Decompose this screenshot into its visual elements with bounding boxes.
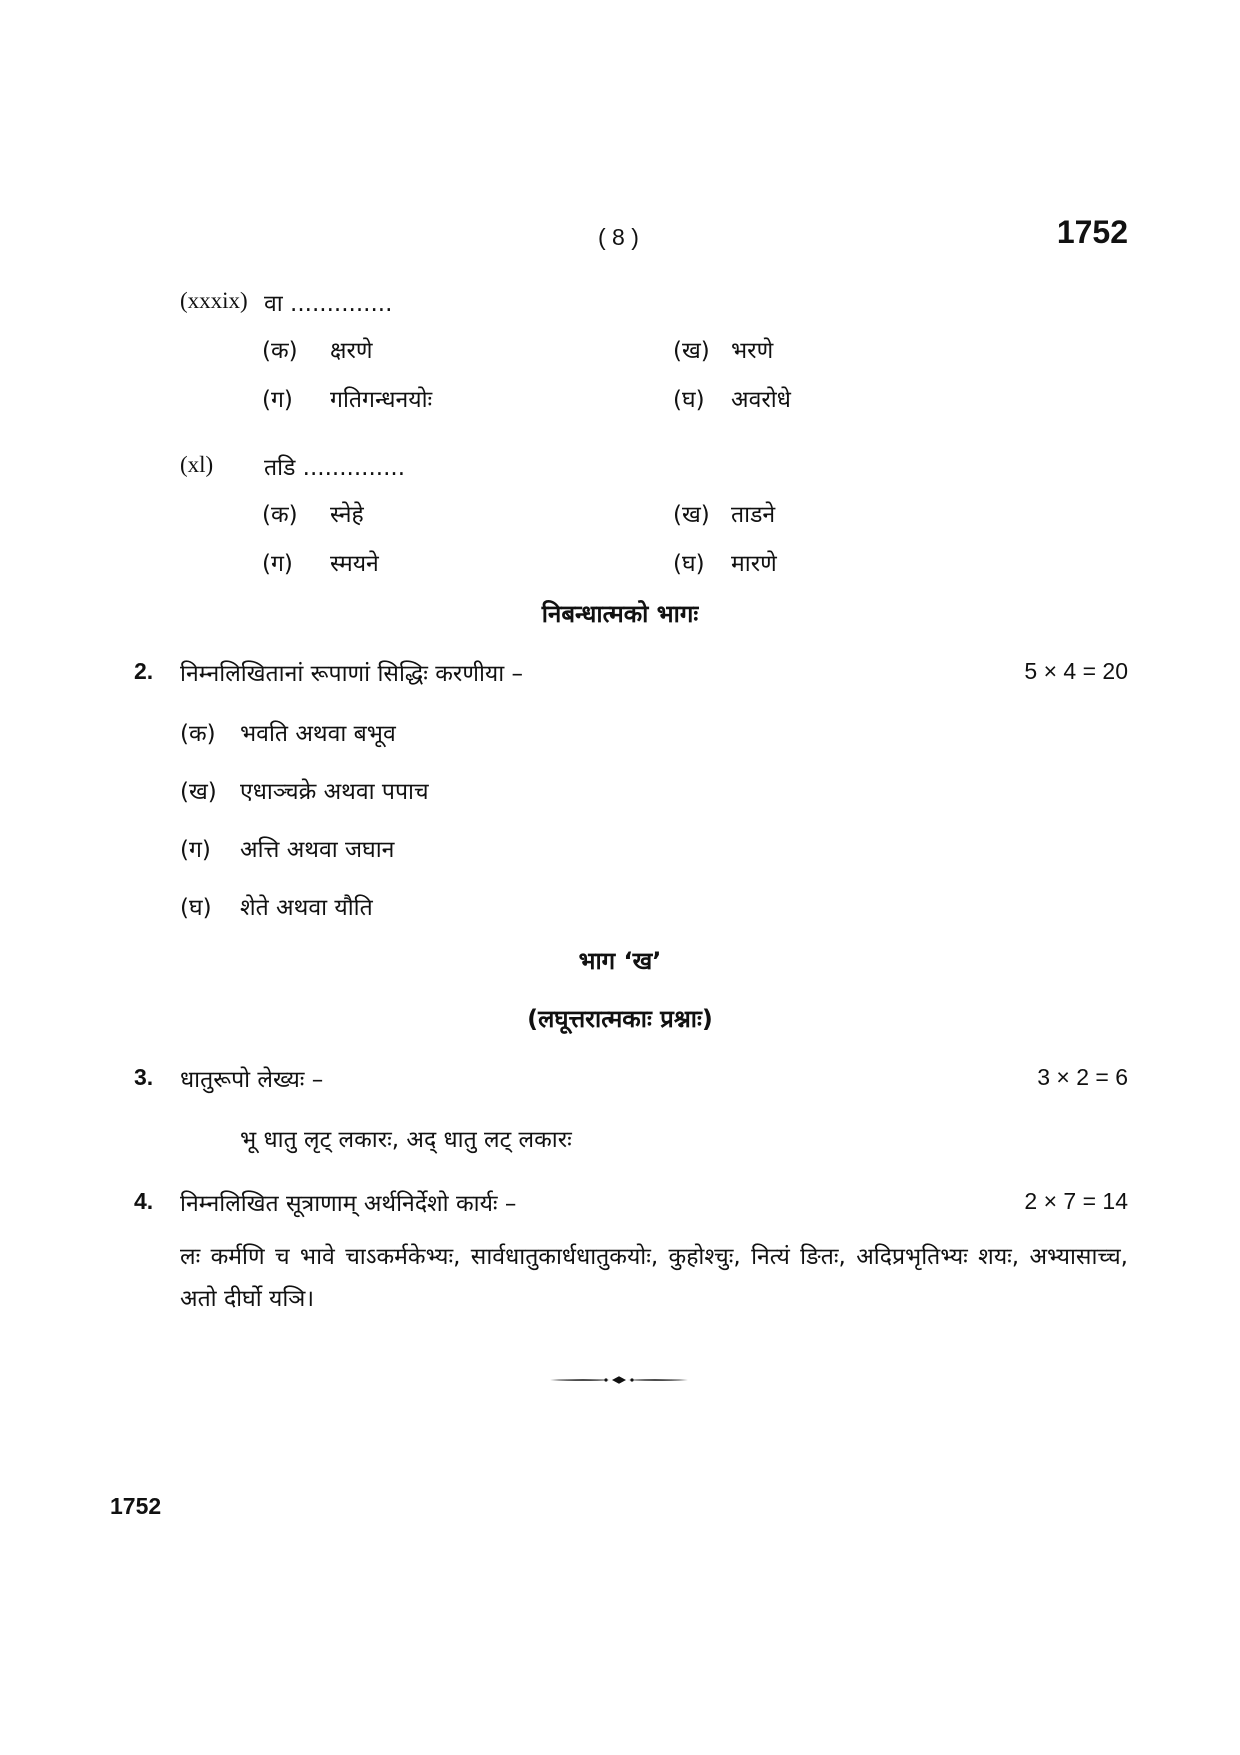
option-text: ताडने [731,502,776,528]
list-item-label: (ख) [180,779,217,805]
list-item-label: (ग) [180,837,211,863]
section-subheading-kha: (लघूत्तरात्मकाः प्रश्नाः) [527,1005,713,1033]
option-text: भरणे [731,338,774,364]
list-item-label: (घ) [180,895,212,921]
option-label: (ख) [673,502,710,528]
question-39-number: (xxxix) [180,288,248,313]
option-text: स्नेहे [330,502,364,528]
option-text: अवरोधे [731,387,791,413]
option-text: क्षरणे [330,338,373,364]
section-heading-kha: भाग ‘ख’ [578,947,662,975]
end-divider-ornament [548,1371,690,1390]
paper-code-footer: 1752 [110,1493,162,1519]
option-label: (ख) [673,338,710,364]
list-item-label: (क) [180,721,216,747]
question-3-body: भू धातु लृट् लकारः, अद् धातु लट् लकारः [240,1127,572,1153]
question-2-number: 2. [134,658,154,684]
option-label: (घ) [673,551,705,577]
option-label: (ग) [262,387,293,413]
section-heading-nibandh: निबन्धात्मको भागः [541,600,699,628]
list-item-text: अत्ति अथवा जघान [240,837,395,863]
question-2-marks: 5 × 4 = 20 [1024,658,1128,684]
question-3-marks: 3 × 2 = 6 [1037,1064,1128,1090]
question-3-number: 3. [134,1064,154,1090]
question-40-number: (xl) [180,452,214,477]
question-4-number: 4. [134,1188,154,1214]
option-label: (क) [262,502,298,528]
option-label: (क) [262,338,298,364]
list-item-text: भवति अथवा बभूव [240,721,396,747]
option-text: स्मयने [330,551,379,577]
question-2-text: निम्नलिखितानां रूपाणां सिद्धिः करणीया – [180,661,524,687]
paper-code-header: 1752 [1056,214,1128,250]
question-3-text: धातुरूपो लेख्यः – [180,1067,324,1093]
list-item-text: एधाञ्चक्रे अथवा पपाच [240,779,429,805]
question-4-marks: 2 × 7 = 14 [1024,1188,1128,1214]
question-39-stem: वा .............. [264,291,393,317]
option-label: (घ) [673,387,705,413]
option-text: मारणे [731,551,777,577]
option-text: गतिगन्धनयोः [330,387,433,413]
question-4-text: निम्नलिखित सूत्राणाम् अर्थनिर्देशो कार्यः – [180,1191,517,1217]
page-number: ( 8 ) [598,224,639,250]
question-4-body: लः कर्मणि च भावे चाऽकर्मकेभ्यः, सार्वधातुकार्धधातुकयोः, कुहोश्चुः, नित्यं ङितः, अदिप्रभृतिभ्यः शयः, अभ्यासाच्च, अतो दीर्घो यञि। [180,1244,1128,1312]
option-label: (ग) [262,551,293,577]
list-item-text: शेते अथवा यौति [240,895,373,921]
question-40-stem: तडि .............. [264,455,406,481]
